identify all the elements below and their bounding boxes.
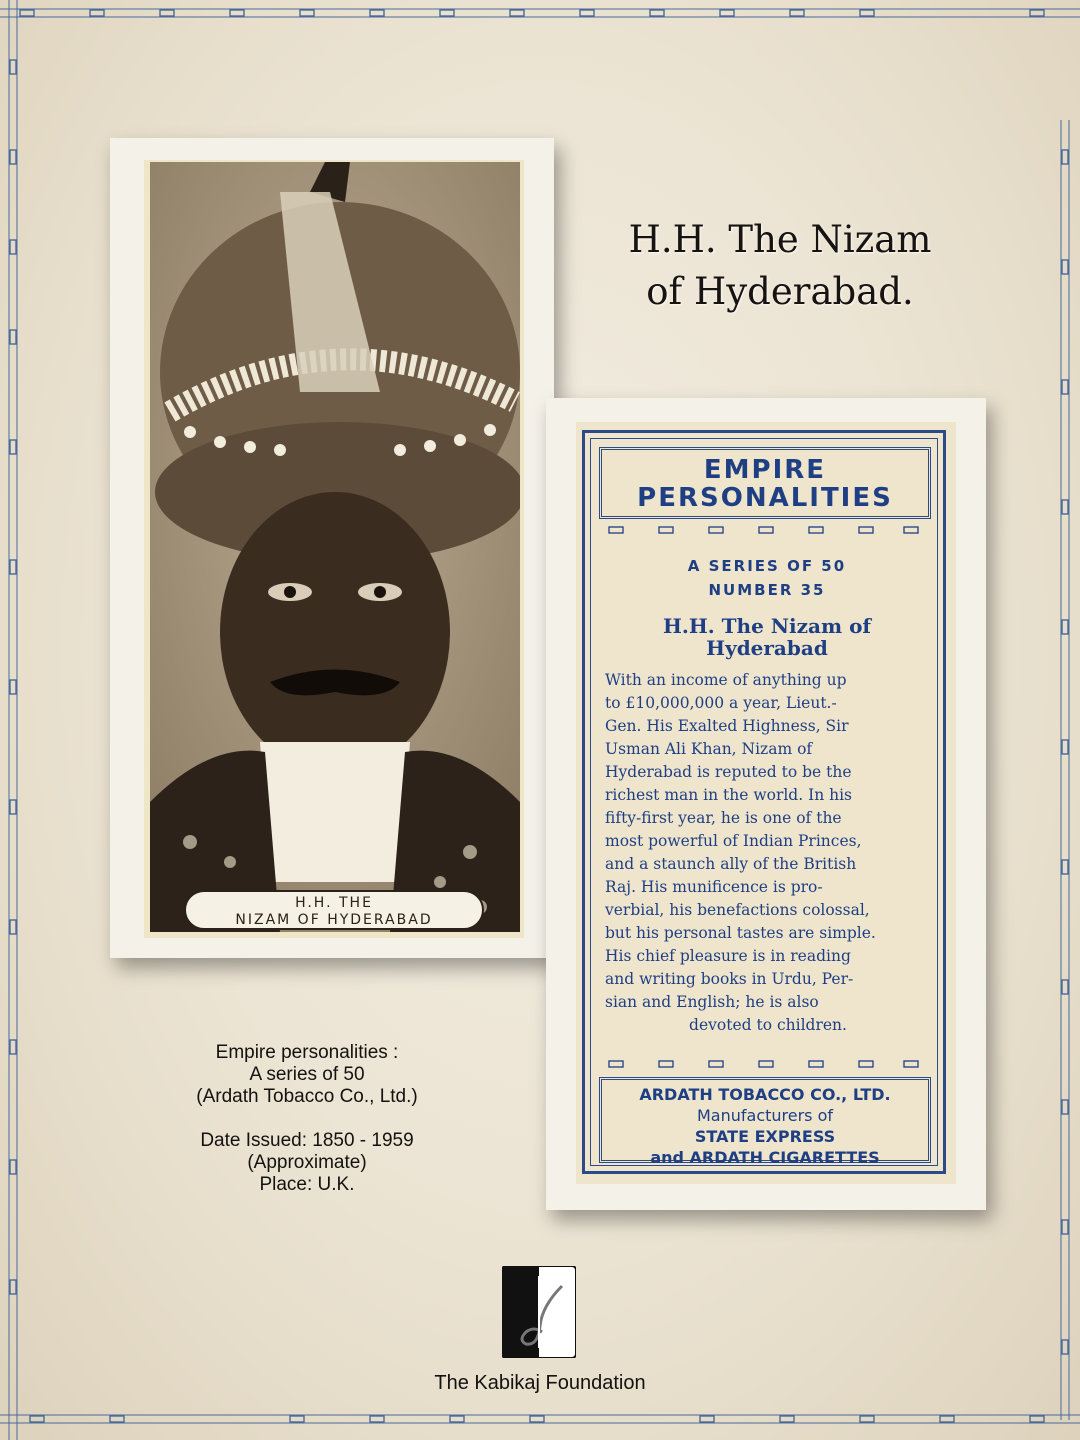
description-line: His chief pleasure is in reading (605, 947, 851, 965)
manufacturer-name: ARDATH TOBACCO CO., LTD. (639, 1085, 891, 1104)
back-card-frame (582, 430, 946, 1174)
card-description (605, 669, 931, 1037)
brand-state-express: STATE EXPRESS (694, 1127, 836, 1146)
ornamental-border-right (1058, 120, 1072, 1420)
page-title (560, 214, 1000, 318)
card-subject-name (585, 615, 949, 659)
card-info-text (150, 1042, 464, 1196)
nizam-portrait-icon (150, 162, 520, 932)
description-line: Gen. His Exalted Highness, Sir (605, 717, 849, 735)
front-card (110, 138, 554, 958)
kabikaj-logo-icon (502, 1266, 576, 1358)
ornament-row-top (599, 525, 931, 535)
description-line: verbial, his benefactions colossal, (605, 901, 870, 919)
info-place: Place: U.K. (259, 1174, 355, 1195)
info-series-count: A series of 50 (249, 1064, 365, 1085)
back-card-face (576, 422, 956, 1184)
ornament-row-bottom (599, 1059, 931, 1069)
portrait-caption (184, 890, 484, 930)
description-line: Raj. His munificence is pro- (605, 878, 823, 896)
info-date-note: (Approximate) (247, 1152, 367, 1173)
info-series-name: Empire personalities : (215, 1042, 399, 1063)
description-line: With an income of anything up (605, 671, 847, 689)
manufacturer-tagline: Manufacturers of (696, 1106, 834, 1125)
description-line: and a staunch ally of the British (605, 855, 857, 873)
series-title-line2: PERSONALITIES (637, 483, 893, 513)
manufacturer-box (599, 1077, 931, 1167)
page-title-line2: of Hyderabad. (646, 270, 914, 313)
description-line: but his personal tastes are simple. (605, 924, 876, 942)
page-title-line1: H.H. The Nizam (628, 218, 932, 261)
description-line: sian and English; he is also (605, 993, 819, 1011)
info-publisher: (Ardath Tobacco Co., Ltd.) (196, 1086, 418, 1107)
series-title-box (599, 447, 931, 519)
card-number: NUMBER 35 (708, 581, 826, 599)
description-line: fifty-first year, he is one of the (605, 809, 842, 827)
portrait-caption-line1: H.H. THE (295, 895, 373, 911)
info-date-issued: Date Issued: 1850 - 1959 (200, 1130, 414, 1151)
front-card-image-area (144, 160, 524, 938)
description-line: to £10,000,000 a year, Lieut.- (605, 694, 837, 712)
series-title-line1: EMPIRE (703, 455, 827, 485)
ornamental-border-bottom (0, 1412, 1080, 1426)
description-line: and writing books in Urdu, Per- (605, 970, 854, 988)
card-subject-line1: H.H. The Nizam of (662, 614, 872, 638)
ornamental-border-top (0, 6, 1080, 20)
series-count: A SERIES OF 50 (687, 557, 847, 575)
description-line: most powerful of Indian Princes, (605, 832, 862, 850)
description-line: Hyderabad is reputed to be the (605, 763, 852, 781)
brand-ardath: and ARDATH CIGARETTES (650, 1148, 880, 1167)
back-card (546, 398, 986, 1210)
portrait-caption-line2: NIZAM OF HYDERABAD (235, 912, 433, 928)
card-subject-line2: Hyderabad (706, 636, 828, 660)
ornamental-border-left (6, 0, 20, 1440)
description-line: devoted to children. (689, 1016, 847, 1034)
description-line: richest man in the world. In his (605, 786, 853, 804)
description-line: Usman Ali Khan, Nizam of (605, 740, 813, 758)
foundation-name: The Kabikaj Foundation (434, 1372, 646, 1394)
